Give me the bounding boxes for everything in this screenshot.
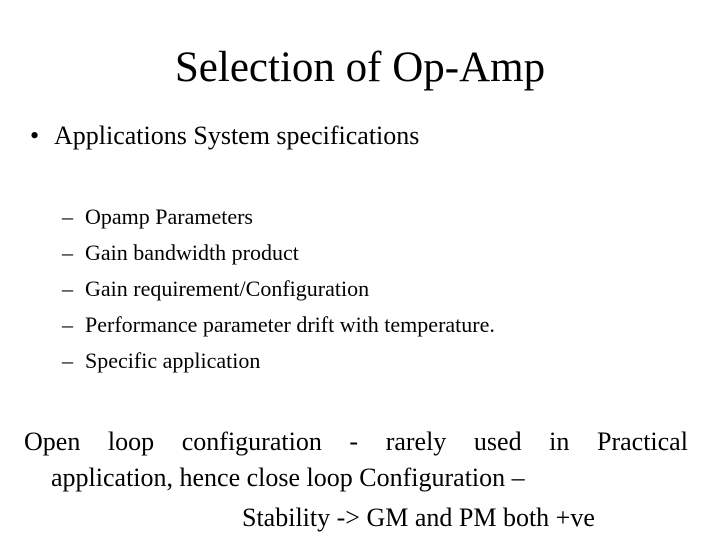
dash-icon: – [62,312,73,337]
paragraph-word: Open [24,427,81,456]
paragraph-word: used [473,427,522,456]
main-bullet [30,119,419,153]
dash-icon: – [62,204,73,229]
list-item [62,235,495,271]
paragraph-line-1 [24,424,688,460]
paragraph-word: rarely [385,427,447,456]
list-item [62,199,495,235]
list-item-text: Opamp Parameters [85,204,253,229]
paragraph-line-2: application, hence close loop Configuration – [51,463,525,492]
paragraph-word: Practical [597,427,688,456]
sub-bullet-list [62,199,495,379]
slide-title: Selection of Op-Amp [174,44,546,91]
dash-icon: – [62,240,73,265]
list-item [62,307,495,343]
paragraph-word: in [549,427,570,456]
list-item-text: Gain bandwidth product [85,240,299,265]
paragraph-word: configuration [181,427,322,456]
stability-line: Stability -> GM and PM both +ve [242,503,595,532]
paragraph-word: - [349,427,359,456]
list-item-text: Gain requirement/Configuration [85,276,370,301]
dash-icon: – [62,276,73,301]
list-item [62,343,495,379]
main-bullet-text: Applications System specifications [54,121,420,150]
list-item [62,271,495,307]
list-item-text: Specific application [85,348,261,373]
dash-icon: – [62,348,73,373]
bullet-icon: • [30,121,40,150]
body-paragraph [24,424,688,536]
paragraph-word: loop [107,427,155,456]
list-item-text: Performance parameter drift with temperature. [85,312,495,337]
